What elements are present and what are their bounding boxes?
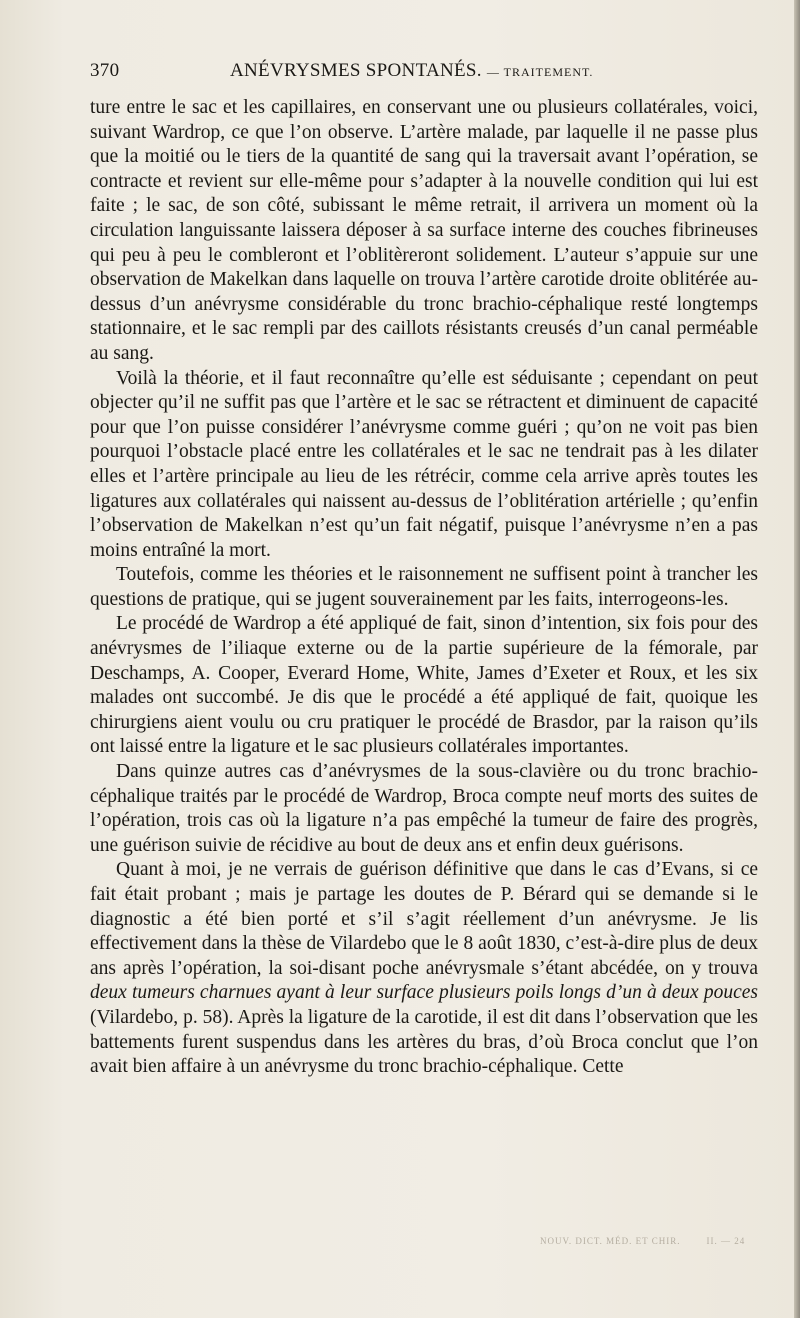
- page-number: 370: [90, 60, 120, 81]
- chapter-title: ANÉVRYSMES SPONTANÉS.: [230, 60, 482, 81]
- italic-quote: deux tumeurs charnues ayant à leur surface plusieurs poils longs d’un à deux pouces: [90, 982, 758, 1004]
- paragraph: Dans quinze autres cas d’anévrysmes de la sous-clavière ou du tronc brachio-céphalique traités par le procédé de Wardrop, Broca compte neuf morts des suites de l’opération, trois cas où la ligature n’a pas empêché la tumeur de faire des progrès, une guérison suivie de récidive au bout de deux ans et enfin deux guérisons.: [90, 761, 758, 856]
- section-title: — TRAITEMENT.: [486, 65, 594, 79]
- paragraph-text: (Vilardebo, p. 58). Après la ligature de la carotide, il est dit dans l’observation que les battements furent suspendus dans les artères du bras, d’où Broca conclut que l’on avait bien affaire à un anévrysme du tronc brachio-céphalique. Cette: [90, 1006, 758, 1078]
- running-title: [230, 60, 593, 82]
- paragraph-text: Quant à moi, je ne verrais de guérison définitive que dans le cas d’Evans, si ce fait était probant ; mais je partage les doutes de P. Bérard qui se demande si le diagnostic a été bien porté et s’il s’agit réellement d’un anévrysme. Je lis effectivement dans la thèse de Vilardebo que le 8 août 1830, c’est-à-dire plus de deux ans après l’opération, la soi-disant poche anévrysmale s’étant abcédée, on y trouva: [90, 859, 758, 979]
- paragraph: Toutefois, comme les théories et le raisonnement ne suffisent point à trancher les questions de pratique, qui se jugent souverainement par les faits, interrogeons-les.: [90, 564, 758, 610]
- paragraph: ture entre le sac et les capillaires, en conservant une ou plusieurs collatérales, voici, suivant Wardrop, ce que l’on observe. L’artère malade, par laquelle il ne passe plus que la moitié ou le tiers de la quantité de sang qui la traversait avant l’opération, se contracte et revient sur elle-même pour s’adapter à la nouvelle condition qui lui est faite ; le sac, de son côté, subissant le même retrait, il arrivera un moment où la circulation languissante laissera déposer à sa surface interne des couches fibrineuses qui peu à peu le combleront et l’oblitèreront solidement. L’auteur s’appuie sur une observation de Makelkan dans laquelle on trouva l’artère carotide droite oblitérée au-dessus d’un anévrysme considérable du tronc brachio-céphalique resté longtemps stationnaire, et le sac rempli par des caillots résistants creusés d’un canal perméable au sang.: [90, 97, 758, 364]
- page-edge-shadow: [794, 0, 800, 1318]
- paragraph: Le procédé de Wardrop a été appliqué de fait, sinon d’intention, six fois pour des anévrysmes de l’iliaque externe ou de la partie supérieure de la fémorale, par Deschamps, A. Cooper, Everard Home, White, James d’Exeter et Roux, et les six malades ont succombé. Je dis que le procédé a été appliqué de fait, quoique les chirurgiens aient voulu ou cru pratiquer le procédé de Brasdor, par la raison qu’ils ont laissé entre la ligature et le sac plusieurs collatérales importantes.: [90, 613, 758, 758]
- volume-mark: II. — 24: [706, 1236, 746, 1246]
- printer-signature: NOUV. DICT. MÉD. ET CHIR.: [540, 1236, 681, 1246]
- running-header: [90, 60, 758, 88]
- signature-footer: [540, 1236, 760, 1246]
- body-text: [90, 96, 758, 1080]
- paragraph: [90, 858, 758, 1079]
- paragraph: Voilà la théorie, et il faut reconnaître qu’elle est séduisante ; cependant on peut objecter qu’il ne suffit pas que l’artère et le sac se rétractent et diminuent de capacité pour que l’on puisse considérer l’anévrysme comme guéri ; qu’on ne voit pas bien pourquoi l’obstacle placé entre les collatérales et le sac ne tendrait pas à les dilater elles et l’artère principale au lieu de les rétrécir, comme cela arrive après toutes les ligatures aux collatérales qui naissent au-dessus de l’oblitération artérielle ; qu’enfin l’observation de Makelkan n’est qu’un fait négatif, puisque l’anévrysme n’en a pas moins entraîné la mort.: [90, 367, 758, 561]
